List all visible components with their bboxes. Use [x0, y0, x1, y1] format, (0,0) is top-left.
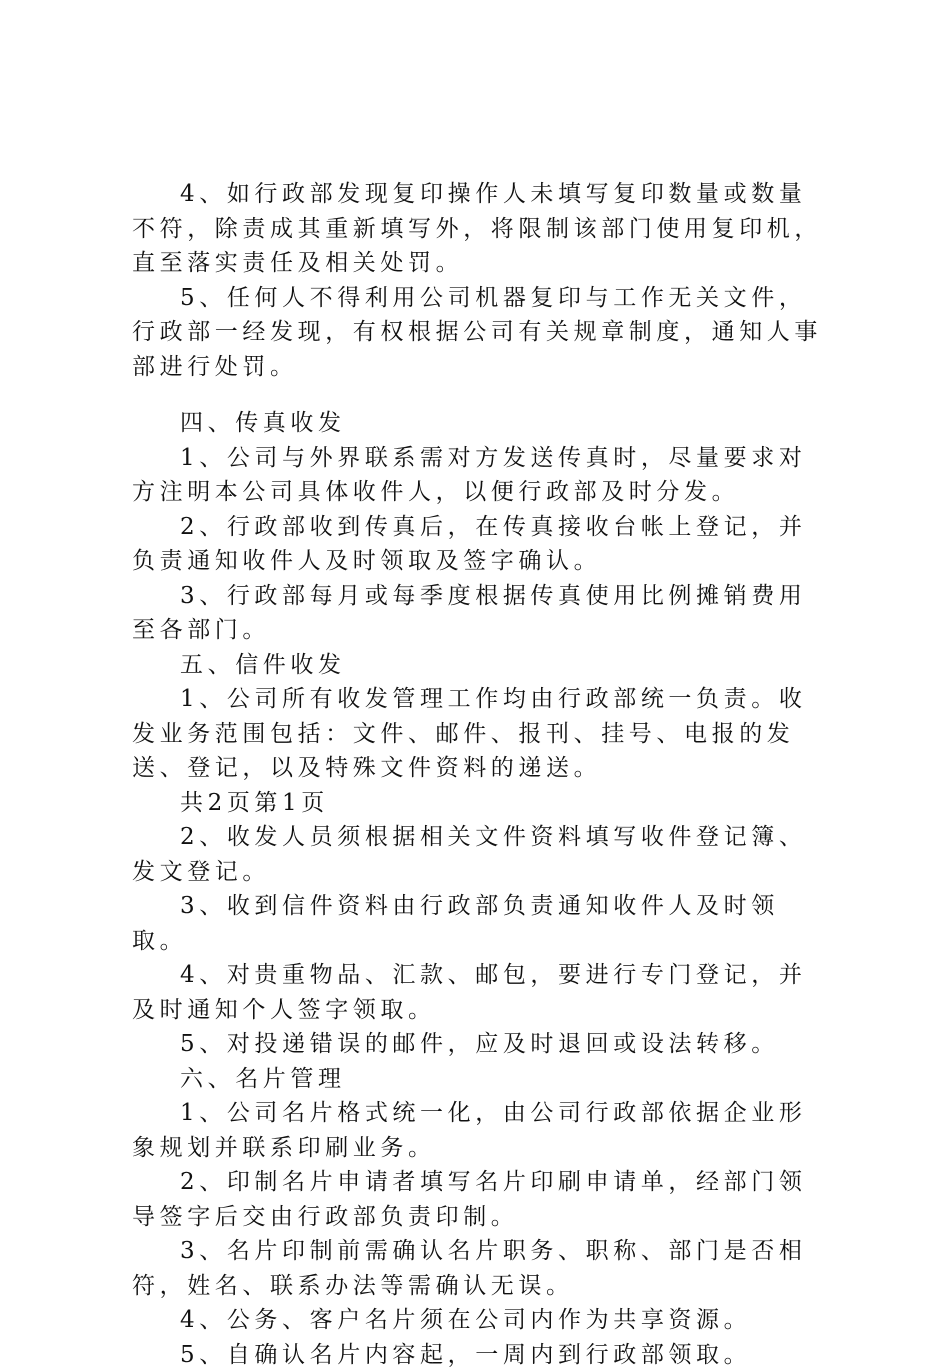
- paragraph: 4、如行政部发现复印操作人未填写复印数量或数量不符，除责成其重新填写外，将限制该部门使用复印机，直至落实责任及相关处罚。: [132, 177, 832, 281]
- section-heading: 五、信件收发: [132, 648, 832, 683]
- paragraph: 3、行政部每月或每季度根据传真使用比例摊销费用至各部门。: [132, 579, 832, 648]
- paragraph: 5、自确认名片内容起，一周内到行政部领取。: [132, 1338, 832, 1372]
- paragraph: 2、印制名片申请者填写名片印刷申请单，经部门领导签字后交由行政部负责印制。: [132, 1165, 832, 1234]
- paragraph: 3、名片印制前需确认名片职务、职称、部门是否相符，姓名、联系办法等需确认无误。: [132, 1234, 832, 1303]
- paragraph: 4、对贵重物品、汇款、邮包，要进行专门登记，并及时通知个人签字领取。: [132, 958, 832, 1027]
- paragraph: 2、行政部收到传真后，在传真接收台帐上登记，并负责通知收件人及时领取及签字确认。: [132, 510, 832, 579]
- paragraph: 4、公务、客户名片须在公司内作为共享资源。: [132, 1303, 832, 1338]
- page-number: 共2页第1页: [132, 786, 832, 821]
- paragraph: 1、公司与外界联系需对方发送传真时，尽量要求对方注明本公司具体收件人，以便行政部及时分发。: [132, 441, 832, 510]
- paragraph: 1、公司名片格式统一化，由公司行政部依据企业形象规划并联系印刷业务。: [132, 1096, 832, 1165]
- paragraph: 3、收到信件资料由行政部负责通知收件人及时领取。: [132, 889, 832, 958]
- section-heading: 四、传真收发: [132, 406, 832, 441]
- section-heading: 六、名片管理: [132, 1062, 832, 1097]
- paragraph: 5、对投递错误的邮件，应及时退回或设法转移。: [132, 1027, 832, 1062]
- paragraph: 5、任何人不得利用公司机器复印与工作无关文件，行政部一经发现，有权根据公司有关规章制度，通知人事部进行处罚。: [132, 281, 832, 385]
- paragraph: 1、公司所有收发管理工作均由行政部统一负责。收发业务范围包括：文件、邮件、报刊、挂号、电报的发送、登记，以及特殊文件资料的递送。: [132, 682, 832, 786]
- document-body: [132, 177, 832, 1372]
- paragraph-gap: [132, 384, 832, 406]
- paragraph: 2、收发人员须根据相关文件资料填写收件登记簿、发文登记。: [132, 820, 832, 889]
